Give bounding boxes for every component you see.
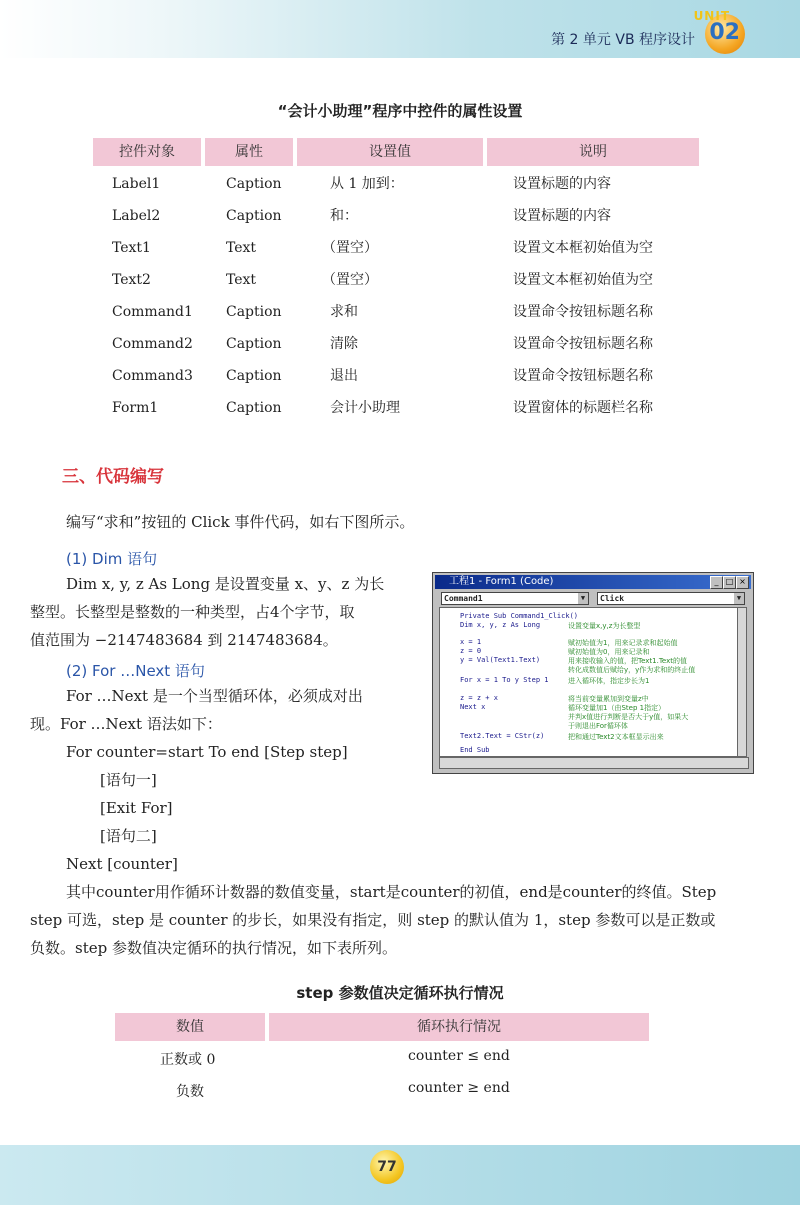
table-cell: Caption [226, 176, 282, 192]
chevron-down-icon[interactable]: ▼ [734, 593, 744, 604]
object-combo[interactable] [441, 592, 589, 605]
syntax-line: [语句一] [100, 771, 157, 789]
code-comment: 将当前变量累加到变量z中 [568, 695, 649, 703]
table1-header-object: 控件对象 [93, 138, 201, 166]
horizontal-scrollbar[interactable] [439, 757, 749, 769]
table-cell: Command2 [112, 336, 193, 352]
table-cell: 会计小助理 [330, 400, 400, 416]
for-paragraph-line: For …Next 是一个当型循环体，必须成对出 [66, 687, 363, 705]
code-window-title: 工程1 - Form1 (Code) [435, 575, 751, 589]
dim-paragraph-line: 整型。长整型是整数的一种类型，占4个字节，取 [30, 603, 355, 621]
unit-word: UNIT [693, 9, 730, 23]
code-comment: 进入循环体，指定步长为1 [568, 677, 650, 685]
code-line: z = 0 [460, 647, 482, 655]
table-cell: Caption [226, 336, 282, 352]
table2-header-value: 数值 [115, 1013, 265, 1041]
close-icon[interactable]: × [736, 576, 749, 589]
table-cell: （置空） [322, 272, 378, 288]
code-comment: 把和通过Text2文本框显示出来 [568, 733, 664, 741]
table-cell: Form1 [112, 400, 159, 416]
chevron-down-icon[interactable]: ▼ [578, 593, 588, 604]
table-cell: 设置标题的内容 [513, 208, 611, 224]
minimize-icon[interactable]: _ [710, 576, 723, 589]
table-cell: Text [226, 240, 257, 256]
table1-header-value: 设置值 [297, 138, 483, 166]
table-cell: Caption [226, 208, 282, 224]
section-title: 三、代码编写 [62, 467, 164, 487]
table-cell: Caption [226, 400, 282, 416]
code-comment: 赋初始值为1，用来记录求和起始值 [568, 639, 678, 647]
table1-header-note: 说明 [487, 138, 699, 166]
table-cell: counter ≤ end [408, 1048, 510, 1064]
table-cell: Caption [226, 368, 282, 384]
paragraph-line: 其中counter用作循环计数器的数值变量，start是counter的初值，end是counter的终值。Step [66, 883, 717, 901]
dim-paragraph-line: 值范围为 −2147483684 到 2147483684。 [30, 631, 338, 649]
vb-code-window [432, 572, 754, 774]
table1-header-property: 属性 [205, 138, 293, 166]
table1-caption: “会计小助理”程序中控件的属性设置 [277, 102, 523, 120]
table-cell: Label2 [112, 208, 161, 224]
code-line: Next x [460, 703, 486, 711]
syntax-line: Next [counter] [66, 855, 178, 873]
code-line: x = 1 [460, 638, 482, 646]
code-line: For x = 1 To y Step 1 [460, 676, 549, 684]
table-cell: Command1 [112, 304, 193, 320]
table2-header-behaviour: 循环执行情况 [269, 1013, 649, 1041]
code-line: End Sub [460, 746, 490, 754]
dim-heading: (1) Dim 语句 [66, 550, 158, 568]
code-line: Private Sub Command1_Click() [460, 612, 579, 620]
table-cell: 设置文本框初始值为空 [513, 272, 653, 288]
object-combo-value: Command1 [444, 594, 483, 603]
table-cell: Caption [226, 304, 282, 320]
code-line: z = z + x [460, 694, 498, 702]
code-comment: 并判x值进行判断是否大于y值，如果大 [568, 713, 689, 721]
table-cell: 求和 [330, 304, 358, 320]
intro-text: 编写“求和”按钮的 Click 事件代码，如右下图所示。 [66, 513, 415, 531]
table-cell: Text2 [112, 272, 151, 288]
table-cell: 从 1 加到： [330, 176, 404, 192]
code-comment: 转化成数值后赋给y，y作为求和的终止值 [568, 666, 696, 674]
procedure-combo-value: Click [600, 594, 625, 603]
paragraph-line: step 可选，step 是 counter 的步长，如果没有指定，则 step 的默认值为 1，step 参数可以是正数或 [30, 911, 716, 929]
table-cell: Label1 [112, 176, 161, 192]
table-cell: 清除 [330, 336, 358, 352]
code-line: Text2.Text = CStr(z) [460, 732, 545, 740]
table-cell: 设置命令按钮标题名称 [513, 368, 653, 384]
table-cell: 正数或 0 [160, 1052, 216, 1068]
page-number: 77 [370, 1150, 404, 1184]
table-cell: counter ≥ end [408, 1080, 510, 1096]
code-comment: 循环变量加1（由Step 1指定） [568, 704, 666, 712]
paragraph-line: 负数。step 参数值决定循环的执行情况，如下表所列。 [30, 939, 397, 957]
unit-number: 02 [709, 20, 740, 45]
code-line: Dim x, y, z As Long [460, 621, 541, 629]
syntax-line: For counter=start To end [Step step] [66, 743, 348, 761]
dim-paragraph-line: Dim x, y, z As Long 是设置变量 x、y、z 为长 [66, 575, 385, 593]
code-comment: 赋初始值为0，用来记录和 [568, 648, 650, 656]
table-cell: 设置窗体的标题栏名称 [513, 400, 653, 416]
code-line: y = Val(Text1.Text) [460, 656, 541, 664]
table-cell: 设置命令按钮标题名称 [513, 304, 653, 320]
table-cell: 和： [330, 208, 358, 224]
procedure-combo[interactable] [597, 592, 745, 605]
code-comment: 设置变量x,y,z为长整型 [568, 622, 641, 630]
table-cell: 设置命令按钮标题名称 [513, 336, 653, 352]
table-cell: Text1 [112, 240, 151, 256]
vertical-scrollbar[interactable] [737, 607, 747, 757]
code-comment: 用来接收输入的值，把Text1.Text的值 [568, 657, 687, 665]
table2-caption: step 参数值决定循环执行情况 [296, 984, 504, 1002]
table-cell: 退出 [330, 368, 358, 384]
for-paragraph-line: 现。For …Next 语法如下： [30, 715, 222, 733]
code-editor[interactable] [439, 607, 739, 757]
table-cell: （置空） [322, 240, 378, 256]
unit-title: 第 2 单元 VB 程序设计 [551, 32, 695, 48]
table-cell: 设置文本框初始值为空 [513, 240, 653, 256]
maximize-icon[interactable]: □ [723, 576, 736, 589]
table-cell: Text [226, 272, 257, 288]
table-cell: 设置标题的内容 [513, 176, 611, 192]
table-cell: Command3 [112, 368, 193, 384]
table-cell: 负数 [176, 1084, 204, 1100]
code-comment: 于则退出For循环体 [568, 722, 628, 730]
for-heading: (2) For …Next 语句 [66, 662, 205, 680]
syntax-line: [Exit For] [100, 799, 173, 817]
syntax-line: [语句二] [100, 827, 157, 845]
